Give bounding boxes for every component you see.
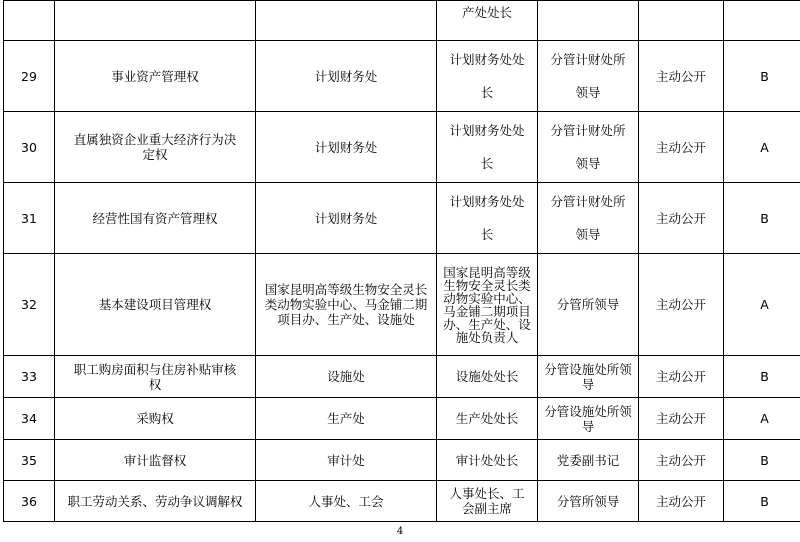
cell-department: 审计处: [256, 440, 437, 481]
cell-power-name: 审计监督权: [55, 440, 256, 481]
cell-department: 设施处: [256, 356, 437, 398]
cell-mode: 主动公开: [639, 398, 724, 440]
cell-leader: 分管设施处所领导: [538, 398, 639, 440]
cell-leader: [538, 1, 639, 41]
cell-level: B: [724, 356, 800, 398]
cell-responsible: [437, 112, 538, 183]
cell-mode: 主动公开: [639, 112, 724, 183]
table-row: [4, 440, 800, 481]
cell-no: 36: [4, 481, 55, 522]
cell-no: 34: [4, 398, 55, 440]
cell-department: 国家昆明高等级生物安全灵长类动物实验中心、马金铺二期项目办、生产处、设施处: [256, 254, 437, 356]
responsible-line-1: 计划财务处处: [449, 52, 525, 67]
responsible-line-1: 计划财务处处: [449, 194, 525, 209]
responsible-line-2: 长: [480, 85, 494, 100]
page-number: 4: [396, 526, 404, 537]
cell-department: [256, 1, 437, 41]
cell-no: 29: [4, 41, 55, 112]
cell-level: B: [724, 440, 800, 481]
table-row: [4, 356, 800, 398]
cell-responsible: [437, 41, 538, 112]
cell-mode: 主动公开: [639, 183, 724, 254]
cell-level: B: [724, 41, 800, 112]
cell-level: [724, 1, 800, 41]
table-row: [4, 1, 800, 41]
cell-no: 35: [4, 440, 55, 481]
cell-power-name: 经营性国有资产管理权: [55, 183, 256, 254]
cell-power-name: 职工劳动关系、劳动争议调解权: [55, 481, 256, 522]
table-row: [4, 41, 800, 112]
table-row: [4, 481, 800, 522]
cell-power-name: 职工购房面积与住房补贴审核权: [55, 356, 256, 398]
cell-department: 生产处: [256, 398, 437, 440]
leader-line-1: 分管计财处所: [550, 194, 626, 209]
cell-department: 计划财务处: [256, 41, 437, 112]
table-row: [4, 254, 800, 356]
cell-responsible: [437, 1, 538, 41]
cell-mode: 主动公开: [639, 440, 724, 481]
cell-no: 33: [4, 356, 55, 398]
power-list-table: [3, 0, 800, 522]
cell-power-name: 基本建设项目管理权: [55, 254, 256, 356]
cell-mode: [639, 1, 724, 41]
cell-leader: 党委副书记: [538, 440, 639, 481]
table-row: [4, 398, 800, 440]
cell-mode: 主动公开: [639, 356, 724, 398]
cell-power-name: 事业资产管理权: [55, 41, 256, 112]
responsible-text: 产处处长: [461, 5, 512, 20]
cell-department: 人事处、工会: [256, 481, 437, 522]
responsible-line-2: 长: [480, 227, 494, 242]
cell-department: 计划财务处: [256, 112, 437, 183]
cell-responsible: 生产处处长: [437, 398, 538, 440]
cell-department: 计划财务处: [256, 183, 437, 254]
cell-mode: 主动公开: [639, 41, 724, 112]
cell-no: [4, 1, 55, 41]
cell-level: A: [724, 112, 800, 183]
cell-level: B: [724, 481, 800, 522]
cell-responsible: [437, 183, 538, 254]
cell-no: 30: [4, 112, 55, 183]
leader-line-1: 分管计财处所: [550, 52, 626, 67]
cell-power-name: 采购权: [55, 398, 256, 440]
cell-leader: [538, 183, 639, 254]
cell-level: B: [724, 183, 800, 254]
cell-level: A: [724, 398, 800, 440]
cell-no: 32: [4, 254, 55, 356]
cell-responsible: 设施处处长: [437, 356, 538, 398]
cell-level: A: [724, 254, 800, 356]
cell-power-name: [55, 1, 256, 41]
leader-line-2: 领导: [575, 227, 601, 242]
cell-leader: [538, 112, 639, 183]
table-row: [4, 183, 800, 254]
leader-line-2: 领导: [575, 156, 601, 171]
cell-leader: [538, 41, 639, 112]
leader-line-1: 分管计财处所: [550, 123, 626, 138]
cell-mode: 主动公开: [639, 254, 724, 356]
table-row: [4, 112, 800, 183]
cell-responsible: 国家昆明高等级生物安全灵长类动物实验中心、马金铺二期项目办、生产处、设施处负责人: [437, 254, 538, 356]
cell-responsible: 人事处长、工会副主席: [437, 481, 538, 522]
leader-line-2: 领导: [575, 85, 601, 100]
cell-mode: 主动公开: [639, 481, 724, 522]
cell-leader: 分管所领导: [538, 254, 639, 356]
cell-power-name: 直属独资企业重大经济行为决定权: [55, 112, 256, 183]
cell-leader: 分管所领导: [538, 481, 639, 522]
responsible-line-2: 长: [480, 156, 494, 171]
cell-no: 31: [4, 183, 55, 254]
cell-leader: 分管设施处所领导: [538, 356, 639, 398]
cell-responsible: 审计处处长: [437, 440, 538, 481]
responsible-line-1: 计划财务处处: [449, 123, 525, 138]
